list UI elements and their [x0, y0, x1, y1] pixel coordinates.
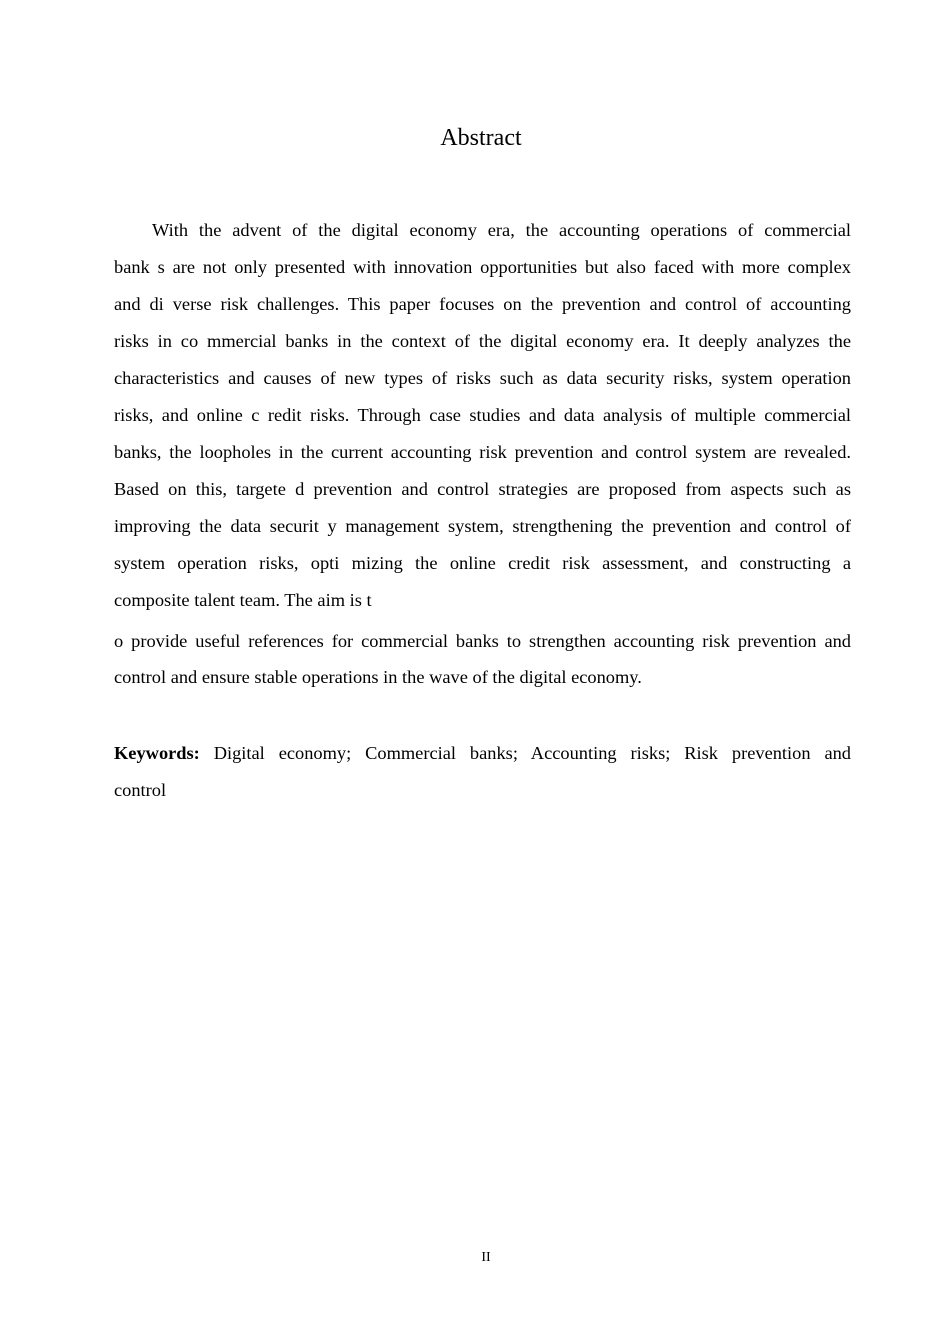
paragraph-line: risks in co mmercial banks in the context of the digital economy era. It deeply analyzes the — [114, 331, 851, 351]
keywords-line — [114, 735, 851, 772]
abstract-paragraph-1 — [114, 212, 851, 619]
paragraph-line: composite talent team. The aim is t — [114, 590, 372, 610]
keywords-label: Keywords: — [114, 743, 200, 763]
keywords-list: Digital economy; Commercial banks; Accounting risks; Risk prevention and — [199, 743, 851, 763]
page-number: II — [481, 1250, 491, 1265]
abstract-paragraph-2 — [114, 623, 851, 695]
paragraph-line: With the advent of the digital economy era, the accounting operations of commercial — [152, 220, 851, 240]
paragraph-line: and di verse risk challenges. This paper focuses on the prevention and control of accounting — [114, 294, 851, 314]
abstract-title: Abstract — [440, 125, 522, 151]
paragraph-line: banks, the loopholes in the current accounting risk prevention and control system are revealed. — [114, 442, 851, 462]
paragraph-line: improving the data securit y management system, strengthening the prevention and control of — [114, 516, 851, 536]
paragraph-line: risks, and online c redit risks. Through case studies and data analysis of multiple commercial — [114, 405, 851, 425]
paragraph-line: Based on this, targete d prevention and control strategies are proposed from aspects such as — [114, 479, 851, 499]
paragraph-line: bank s are not only presented with innovation opportunities but also faced with more complex — [114, 257, 851, 277]
keywords-section — [114, 735, 851, 809]
keywords-line: control — [114, 780, 167, 800]
paragraph-line: characteristics and causes of new types of risks such as data security risks, system operation — [114, 368, 851, 388]
paragraph-line: o provide useful references for commercial banks to strengthen accounting risk prevention and — [114, 631, 851, 651]
paragraph-line: control and ensure stable operations in the wave of the digital economy. — [114, 667, 642, 687]
paragraph-line: system operation risks, opti mizing the online credit risk assessment, and constructing a — [114, 553, 851, 573]
